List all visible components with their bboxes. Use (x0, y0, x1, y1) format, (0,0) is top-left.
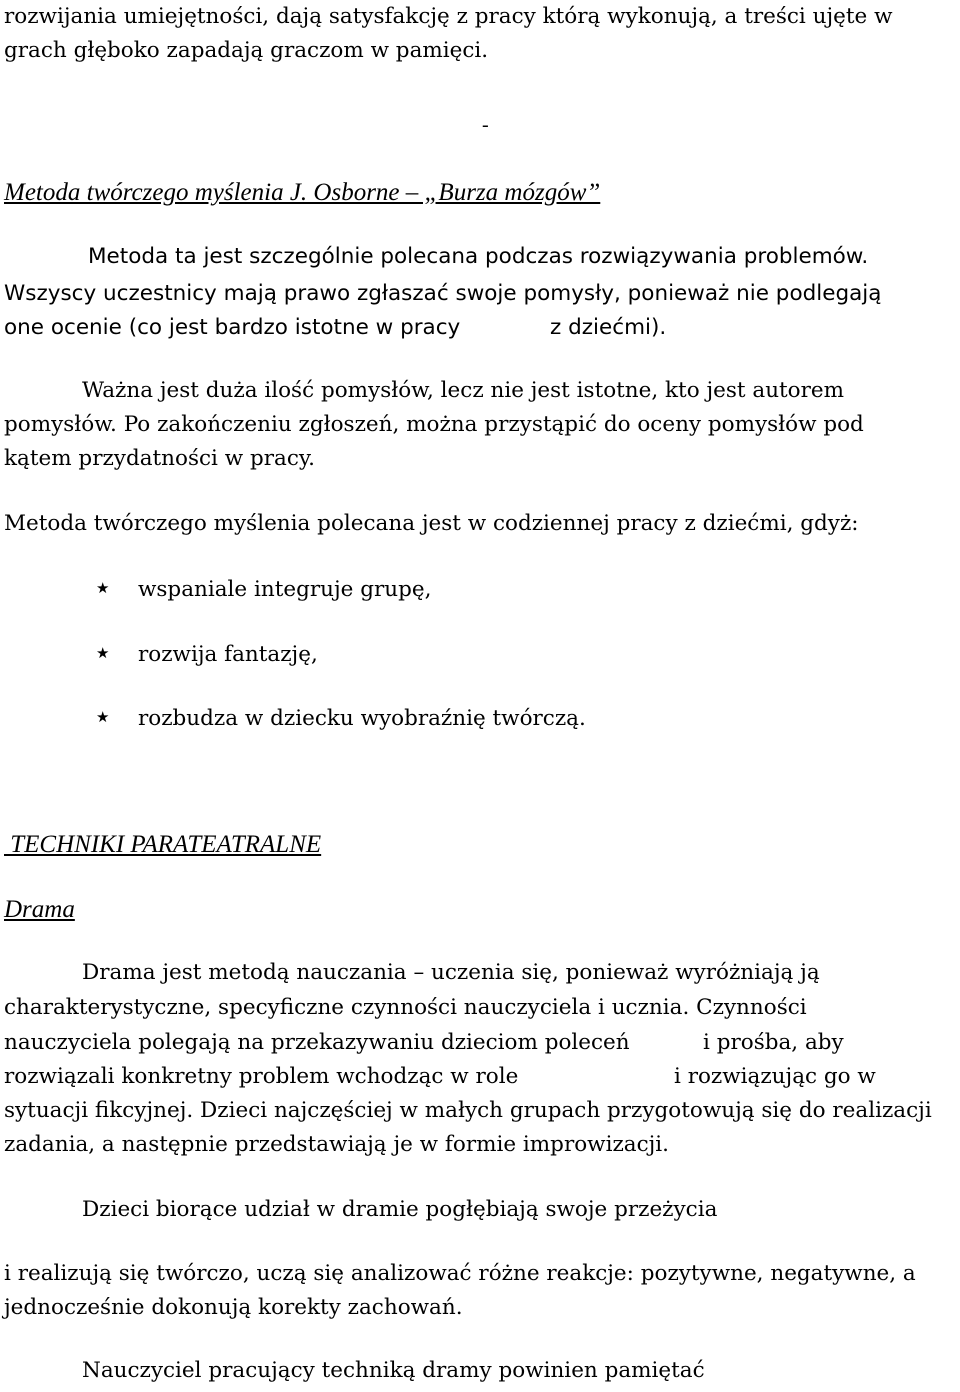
intro-line-1: rozwijania umiejętności, dają satysfakcję z pracy którą wykonują, a treści ujęte w (4, 4, 893, 29)
list-item (96, 638, 318, 670)
drama-subheading: Drama (4, 896, 75, 923)
drama-p1-line-5: sytuacji fikcyjnej. Dzieci najczęściej w małych grupach przygotowują się do realizacji (4, 1098, 932, 1123)
drama-p1-line-3b: i prośba, aby (703, 1030, 844, 1055)
drama-p1-line-3a: nauczyciela polegają na przekazywaniu dzieciom poleceń (4, 1030, 630, 1055)
drama-p2: Dzieci biorące udział w dramie pogłębiają swoje przeżycia (82, 1197, 718, 1222)
star-bullet-icon: ★ (96, 644, 110, 662)
list-item (96, 573, 431, 605)
drama-p1-line-6: zadania, a następnie przedstawiają je w formie improwizacji. (4, 1132, 670, 1157)
drama-p3-line-2: jednocześnie dokonują korekty zachowań. (4, 1295, 463, 1320)
brainstorm-p1-line-3b: z dziećmi). (550, 315, 667, 340)
brainstorm-p2-line-2: pomysłów. Po zakończeniu zgłoszeń, można przystąpić do oceny pomysłów pod (4, 412, 864, 437)
star-bullet-icon: ★ (96, 579, 110, 597)
separator-dash: - (482, 114, 489, 136)
brainstorm-p1-line-1: Metoda ta jest szczególnie polecana podczas rozwiązywania problemów. (88, 244, 869, 269)
intro-line-2: grach głęboko zapadają graczom w pamięci. (4, 38, 489, 63)
brainstorm-p2-line-1: Ważna jest duża ilość pomysłów, lecz nie jest istotne, kto jest autorem (82, 378, 845, 403)
bullet-text: rozbudza w dziecku wyobraźnię twórczą. (138, 706, 586, 731)
brainstorm-heading: Metoda twórczego myślenia J. Osborne – „Burza mózgów” (4, 179, 601, 206)
drama-p4: Nauczyciel pracujący techniką dramy powinien pamiętać (82, 1358, 705, 1383)
drama-p1-line-1: Drama jest metodą nauczania – uczenia się, ponieważ wyróżniają ją (82, 960, 820, 985)
drama-p1-line-4a: rozwiązali konkretny problem wchodząc w role (4, 1064, 519, 1089)
parateatralne-heading: TECHNIKI PARATEATRALNE (4, 831, 322, 858)
list-item (96, 702, 586, 734)
bullet-text: wspaniale integruje grupę, (138, 577, 432, 602)
brainstorm-p1-line-3a: one ocenie (co jest bardzo istotne w pracy (4, 315, 461, 340)
brainstorm-p1-line-2: Wszyscy uczestnicy mają prawo zgłaszać swoje pomysły, ponieważ nie podlegają (4, 281, 882, 306)
brainstorm-p3: Metoda twórczego myślenia polecana jest w codziennej pracy z dziećmi, gdyż: (4, 511, 859, 536)
bullet-text: rozwija fantazję, (138, 642, 318, 667)
drama-p3-line-1: i realizują się twórczo, uczą się analizować różne reakcje: pozytywne, negatywne, a (4, 1261, 916, 1286)
brainstorm-p2-line-3: kątem przydatności w pracy. (4, 446, 316, 471)
drama-p1-line-4b: i rozwiązując go w (674, 1064, 876, 1089)
star-bullet-icon: ★ (96, 708, 110, 726)
drama-p1-line-2: charakterystyczne, specyficzne czynności nauczyciela i ucznia. Czynności (4, 995, 807, 1020)
